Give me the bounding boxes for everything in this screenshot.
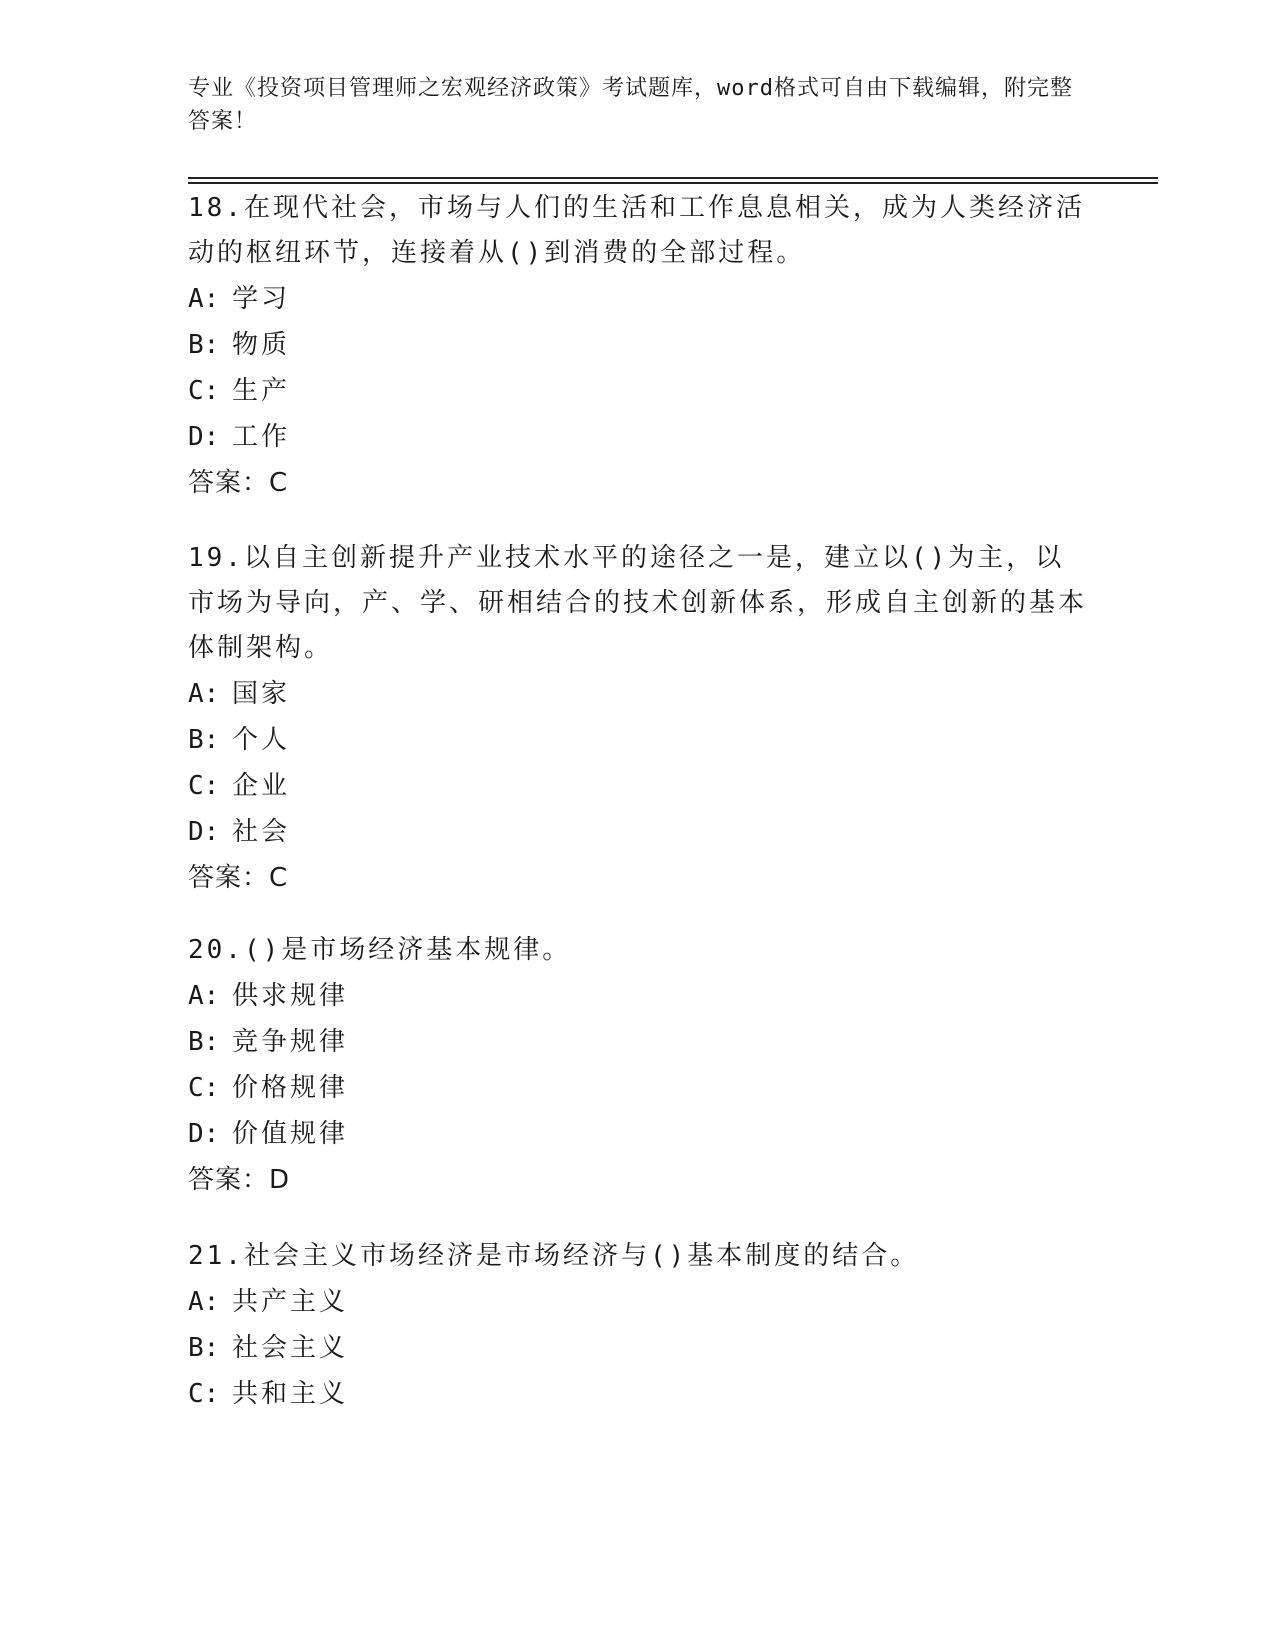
option-c: [188, 368, 1088, 414]
option-c: [188, 1371, 1088, 1417]
option-letter: B:: [188, 330, 220, 360]
option-text: 学习: [232, 284, 291, 314]
question-18: [188, 186, 1088, 506]
answer-label: 答案：C: [188, 468, 289, 498]
option-text: 价值规律: [232, 1119, 349, 1149]
option-b: [188, 1019, 1088, 1065]
option-text: 竞争规律: [232, 1027, 349, 1057]
option-d: [188, 414, 1088, 460]
option-b: [188, 322, 1088, 368]
option-letter: C:: [188, 1073, 220, 1103]
option-text: 企业: [232, 771, 291, 801]
option-letter: D:: [188, 1119, 220, 1149]
question-text: 18.在现代社会，市场与人们的生活和工作息息相关，成为人类经济活动的枢纽环节，连接着从()到消费的全部过程。: [188, 193, 1085, 268]
question-text: 19.以自主创新提升产业技术水平的途径之一是，建立以()为主，以市场为导向，产、学、研相结合的技术创新体系，形成自主创新的基本体制架构。: [188, 543, 1088, 663]
header-divider-bottom: [188, 182, 1158, 184]
option-letter: D:: [188, 422, 220, 452]
option-d: [188, 1111, 1088, 1157]
option-letter: A:: [188, 1287, 220, 1317]
option-text: 价格规律: [232, 1073, 349, 1103]
option-text: 社会主义: [232, 1333, 349, 1363]
option-a: [188, 973, 1088, 1019]
option-text: 共和主义: [232, 1379, 349, 1409]
question-text: 20.()是市场经济基本规律。: [188, 935, 572, 965]
option-a: [188, 671, 1088, 717]
option-text: 国家: [232, 679, 291, 709]
answer-label: 答案：C: [188, 863, 289, 893]
option-letter: A:: [188, 981, 220, 1011]
option-text: 个人: [232, 725, 291, 755]
answer-label: 答案：D: [188, 1165, 291, 1195]
option-text: 生产: [232, 376, 291, 406]
option-b: [188, 1325, 1088, 1371]
document-header: 专业《投资项目管理师之宏观经济政策》考试题库，word格式可自由下载编辑，附完整答案！: [188, 76, 1073, 134]
option-text: 共产主义: [232, 1287, 349, 1317]
header-divider-top: [188, 177, 1158, 179]
option-letter: C:: [188, 376, 220, 406]
question-19: [188, 536, 1088, 901]
option-c: [188, 1065, 1088, 1111]
option-text: 供求规律: [232, 981, 349, 1011]
question-21: [188, 1234, 1088, 1417]
option-text: 物质: [232, 330, 291, 360]
option-letter: C:: [188, 1379, 220, 1409]
option-a: [188, 1279, 1088, 1325]
option-letter: B:: [188, 1333, 220, 1363]
option-c: [188, 763, 1088, 809]
question-20: [188, 928, 1088, 1203]
option-letter: B:: [188, 1027, 220, 1057]
option-letter: B:: [188, 725, 220, 755]
option-letter: A:: [188, 679, 220, 709]
option-a: [188, 276, 1088, 322]
question-text: 21.社会主义市场经济是市场经济与()基本制度的结合。: [188, 1241, 920, 1271]
option-letter: C:: [188, 771, 220, 801]
option-letter: A:: [188, 284, 220, 314]
option-d: [188, 809, 1088, 855]
option-text: 工作: [232, 422, 291, 452]
option-b: [188, 717, 1088, 763]
option-letter: D:: [188, 817, 220, 847]
option-text: 社会: [232, 817, 291, 847]
